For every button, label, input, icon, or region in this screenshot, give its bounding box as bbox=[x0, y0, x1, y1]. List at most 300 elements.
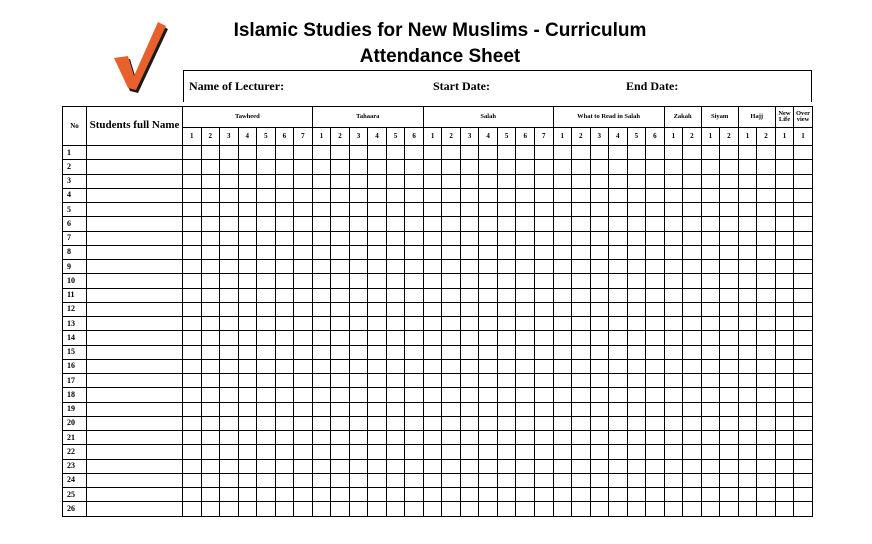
attendance-cell[interactable] bbox=[183, 146, 202, 160]
attendance-cell[interactable] bbox=[701, 203, 720, 217]
attendance-cell[interactable] bbox=[534, 160, 553, 174]
attendance-cell[interactable] bbox=[368, 359, 387, 373]
attendance-cell[interactable] bbox=[201, 160, 220, 174]
attendance-cell[interactable] bbox=[349, 217, 368, 231]
attendance-cell[interactable] bbox=[183, 445, 202, 459]
attendance-cell[interactable] bbox=[386, 217, 405, 231]
student-name-cell[interactable] bbox=[87, 502, 183, 516]
attendance-cell[interactable] bbox=[757, 331, 776, 345]
attendance-cell[interactable] bbox=[220, 359, 239, 373]
attendance-cell[interactable] bbox=[646, 374, 665, 388]
attendance-cell[interactable] bbox=[442, 473, 461, 487]
attendance-cell[interactable] bbox=[627, 188, 646, 202]
attendance-cell[interactable] bbox=[331, 274, 350, 288]
attendance-cell[interactable] bbox=[738, 374, 757, 388]
attendance-cell[interactable] bbox=[183, 359, 202, 373]
attendance-cell[interactable] bbox=[479, 374, 498, 388]
attendance-cell[interactable] bbox=[553, 288, 572, 302]
attendance-cell[interactable] bbox=[534, 345, 553, 359]
attendance-cell[interactable] bbox=[368, 302, 387, 316]
attendance-cell[interactable] bbox=[220, 260, 239, 274]
attendance-cell[interactable] bbox=[201, 374, 220, 388]
attendance-cell[interactable] bbox=[201, 402, 220, 416]
attendance-cell[interactable] bbox=[775, 431, 794, 445]
attendance-cell[interactable] bbox=[497, 331, 516, 345]
attendance-cell[interactable] bbox=[553, 473, 572, 487]
attendance-cell[interactable] bbox=[368, 174, 387, 188]
attendance-cell[interactable] bbox=[609, 345, 628, 359]
attendance-cell[interactable] bbox=[368, 473, 387, 487]
attendance-cell[interactable] bbox=[720, 146, 739, 160]
attendance-cell[interactable] bbox=[701, 217, 720, 231]
attendance-cell[interactable] bbox=[701, 245, 720, 259]
attendance-cell[interactable] bbox=[238, 331, 257, 345]
attendance-cell[interactable] bbox=[423, 274, 442, 288]
attendance-cell[interactable] bbox=[275, 388, 294, 402]
attendance-cell[interactable] bbox=[349, 459, 368, 473]
attendance-cell[interactable] bbox=[497, 274, 516, 288]
attendance-cell[interactable] bbox=[294, 431, 313, 445]
attendance-cell[interactable] bbox=[627, 388, 646, 402]
attendance-cell[interactable] bbox=[479, 345, 498, 359]
attendance-cell[interactable] bbox=[664, 146, 683, 160]
attendance-cell[interactable] bbox=[590, 345, 609, 359]
attendance-cell[interactable] bbox=[775, 331, 794, 345]
attendance-cell[interactable] bbox=[516, 288, 535, 302]
attendance-cell[interactable] bbox=[312, 431, 331, 445]
attendance-cell[interactable] bbox=[775, 245, 794, 259]
attendance-cell[interactable] bbox=[257, 174, 276, 188]
attendance-cell[interactable] bbox=[294, 416, 313, 430]
attendance-cell[interactable] bbox=[627, 174, 646, 188]
attendance-cell[interactable] bbox=[183, 502, 202, 516]
attendance-cell[interactable] bbox=[294, 502, 313, 516]
student-name-cell[interactable] bbox=[87, 374, 183, 388]
attendance-cell[interactable] bbox=[701, 288, 720, 302]
attendance-cell[interactable] bbox=[183, 317, 202, 331]
attendance-cell[interactable] bbox=[442, 374, 461, 388]
attendance-cell[interactable] bbox=[553, 274, 572, 288]
attendance-cell[interactable] bbox=[553, 388, 572, 402]
attendance-cell[interactable] bbox=[349, 231, 368, 245]
attendance-cell[interactable] bbox=[442, 431, 461, 445]
attendance-cell[interactable] bbox=[794, 502, 813, 516]
attendance-cell[interactable] bbox=[238, 160, 257, 174]
attendance-cell[interactable] bbox=[386, 331, 405, 345]
attendance-cell[interactable] bbox=[479, 402, 498, 416]
attendance-cell[interactable] bbox=[590, 402, 609, 416]
attendance-cell[interactable] bbox=[794, 388, 813, 402]
attendance-cell[interactable] bbox=[442, 288, 461, 302]
attendance-cell[interactable] bbox=[183, 274, 202, 288]
attendance-cell[interactable] bbox=[257, 359, 276, 373]
attendance-cell[interactable] bbox=[275, 416, 294, 430]
attendance-cell[interactable] bbox=[646, 146, 665, 160]
attendance-cell[interactable] bbox=[349, 302, 368, 316]
attendance-cell[interactable] bbox=[405, 488, 424, 502]
attendance-cell[interactable] bbox=[442, 345, 461, 359]
attendance-cell[interactable] bbox=[609, 160, 628, 174]
attendance-cell[interactable] bbox=[331, 160, 350, 174]
attendance-cell[interactable] bbox=[349, 260, 368, 274]
attendance-cell[interactable] bbox=[497, 473, 516, 487]
attendance-cell[interactable] bbox=[386, 188, 405, 202]
attendance-cell[interactable] bbox=[220, 473, 239, 487]
attendance-cell[interactable] bbox=[460, 331, 479, 345]
attendance-cell[interactable] bbox=[794, 260, 813, 274]
attendance-cell[interactable] bbox=[516, 160, 535, 174]
attendance-cell[interactable] bbox=[405, 174, 424, 188]
attendance-cell[interactable] bbox=[386, 374, 405, 388]
attendance-cell[interactable] bbox=[368, 203, 387, 217]
attendance-cell[interactable] bbox=[220, 502, 239, 516]
attendance-cell[interactable] bbox=[775, 203, 794, 217]
attendance-cell[interactable] bbox=[572, 459, 591, 473]
attendance-cell[interactable] bbox=[775, 160, 794, 174]
attendance-cell[interactable] bbox=[683, 217, 702, 231]
student-name-cell[interactable] bbox=[87, 231, 183, 245]
attendance-cell[interactable] bbox=[683, 203, 702, 217]
attendance-cell[interactable] bbox=[368, 345, 387, 359]
attendance-cell[interactable] bbox=[312, 359, 331, 373]
attendance-cell[interactable] bbox=[794, 245, 813, 259]
attendance-cell[interactable] bbox=[664, 274, 683, 288]
attendance-cell[interactable] bbox=[442, 459, 461, 473]
attendance-cell[interactable] bbox=[720, 274, 739, 288]
attendance-cell[interactable] bbox=[238, 245, 257, 259]
attendance-cell[interactable] bbox=[683, 359, 702, 373]
attendance-cell[interactable] bbox=[349, 203, 368, 217]
attendance-cell[interactable] bbox=[257, 317, 276, 331]
attendance-cell[interactable] bbox=[257, 146, 276, 160]
attendance-cell[interactable] bbox=[331, 502, 350, 516]
attendance-cell[interactable] bbox=[257, 345, 276, 359]
attendance-cell[interactable] bbox=[479, 488, 498, 502]
attendance-cell[interactable] bbox=[794, 174, 813, 188]
attendance-cell[interactable] bbox=[423, 388, 442, 402]
attendance-cell[interactable] bbox=[572, 174, 591, 188]
attendance-cell[interactable] bbox=[275, 402, 294, 416]
attendance-cell[interactable] bbox=[516, 445, 535, 459]
attendance-cell[interactable] bbox=[312, 502, 331, 516]
attendance-cell[interactable] bbox=[442, 302, 461, 316]
attendance-cell[interactable] bbox=[275, 331, 294, 345]
attendance-cell[interactable] bbox=[794, 445, 813, 459]
attendance-cell[interactable] bbox=[720, 174, 739, 188]
student-name-cell[interactable] bbox=[87, 302, 183, 316]
attendance-cell[interactable] bbox=[497, 217, 516, 231]
attendance-cell[interactable] bbox=[479, 217, 498, 231]
attendance-cell[interactable] bbox=[646, 388, 665, 402]
attendance-cell[interactable] bbox=[553, 188, 572, 202]
attendance-cell[interactable] bbox=[312, 160, 331, 174]
attendance-cell[interactable] bbox=[183, 459, 202, 473]
attendance-cell[interactable] bbox=[590, 359, 609, 373]
attendance-cell[interactable] bbox=[201, 146, 220, 160]
attendance-cell[interactable] bbox=[534, 203, 553, 217]
attendance-cell[interactable] bbox=[497, 416, 516, 430]
attendance-cell[interactable] bbox=[201, 302, 220, 316]
attendance-cell[interactable] bbox=[275, 345, 294, 359]
student-name-cell[interactable] bbox=[87, 459, 183, 473]
attendance-cell[interactable] bbox=[238, 231, 257, 245]
attendance-cell[interactable] bbox=[479, 331, 498, 345]
attendance-cell[interactable] bbox=[386, 416, 405, 430]
attendance-cell[interactable] bbox=[423, 160, 442, 174]
attendance-cell[interactable] bbox=[294, 188, 313, 202]
attendance-cell[interactable] bbox=[720, 359, 739, 373]
attendance-cell[interactable] bbox=[738, 160, 757, 174]
attendance-cell[interactable] bbox=[497, 203, 516, 217]
attendance-cell[interactable] bbox=[423, 331, 442, 345]
student-name-cell[interactable] bbox=[87, 160, 183, 174]
attendance-cell[interactable] bbox=[738, 345, 757, 359]
attendance-cell[interactable] bbox=[701, 359, 720, 373]
attendance-cell[interactable] bbox=[349, 488, 368, 502]
student-name-cell[interactable] bbox=[87, 203, 183, 217]
attendance-cell[interactable] bbox=[572, 473, 591, 487]
attendance-cell[interactable] bbox=[331, 488, 350, 502]
attendance-cell[interactable] bbox=[757, 217, 776, 231]
attendance-cell[interactable] bbox=[201, 473, 220, 487]
attendance-cell[interactable] bbox=[368, 459, 387, 473]
attendance-cell[interactable] bbox=[720, 231, 739, 245]
attendance-cell[interactable] bbox=[794, 402, 813, 416]
attendance-cell[interactable] bbox=[368, 445, 387, 459]
attendance-cell[interactable] bbox=[683, 331, 702, 345]
attendance-cell[interactable] bbox=[534, 231, 553, 245]
attendance-cell[interactable] bbox=[423, 488, 442, 502]
attendance-cell[interactable] bbox=[572, 488, 591, 502]
attendance-cell[interactable] bbox=[534, 459, 553, 473]
attendance-cell[interactable] bbox=[627, 217, 646, 231]
attendance-cell[interactable] bbox=[238, 188, 257, 202]
attendance-cell[interactable] bbox=[590, 188, 609, 202]
attendance-cell[interactable] bbox=[775, 388, 794, 402]
attendance-cell[interactable] bbox=[572, 402, 591, 416]
attendance-cell[interactable] bbox=[423, 416, 442, 430]
attendance-cell[interactable] bbox=[201, 331, 220, 345]
attendance-cell[interactable] bbox=[794, 488, 813, 502]
student-name-cell[interactable] bbox=[87, 488, 183, 502]
attendance-cell[interactable] bbox=[701, 146, 720, 160]
attendance-cell[interactable] bbox=[201, 274, 220, 288]
attendance-cell[interactable] bbox=[534, 331, 553, 345]
attendance-cell[interactable] bbox=[423, 260, 442, 274]
attendance-cell[interactable] bbox=[572, 502, 591, 516]
attendance-cell[interactable] bbox=[664, 203, 683, 217]
attendance-cell[interactable] bbox=[183, 174, 202, 188]
attendance-cell[interactable] bbox=[312, 217, 331, 231]
attendance-cell[interactable] bbox=[497, 317, 516, 331]
attendance-cell[interactable] bbox=[701, 188, 720, 202]
attendance-cell[interactable] bbox=[183, 388, 202, 402]
attendance-cell[interactable] bbox=[553, 374, 572, 388]
student-name-cell[interactable] bbox=[87, 359, 183, 373]
attendance-cell[interactable] bbox=[775, 302, 794, 316]
attendance-cell[interactable] bbox=[738, 402, 757, 416]
attendance-cell[interactable] bbox=[312, 146, 331, 160]
attendance-cell[interactable] bbox=[664, 231, 683, 245]
attendance-cell[interactable] bbox=[386, 388, 405, 402]
attendance-cell[interactable] bbox=[627, 302, 646, 316]
attendance-cell[interactable] bbox=[664, 459, 683, 473]
attendance-cell[interactable] bbox=[312, 203, 331, 217]
attendance-cell[interactable] bbox=[701, 331, 720, 345]
attendance-cell[interactable] bbox=[646, 302, 665, 316]
attendance-cell[interactable] bbox=[609, 502, 628, 516]
attendance-cell[interactable] bbox=[368, 260, 387, 274]
attendance-cell[interactable] bbox=[794, 217, 813, 231]
attendance-cell[interactable] bbox=[738, 302, 757, 316]
attendance-cell[interactable] bbox=[183, 231, 202, 245]
attendance-cell[interactable] bbox=[238, 445, 257, 459]
attendance-cell[interactable] bbox=[609, 459, 628, 473]
attendance-cell[interactable] bbox=[720, 502, 739, 516]
attendance-cell[interactable] bbox=[627, 288, 646, 302]
attendance-cell[interactable] bbox=[201, 445, 220, 459]
attendance-cell[interactable] bbox=[572, 203, 591, 217]
attendance-cell[interactable] bbox=[479, 231, 498, 245]
attendance-cell[interactable] bbox=[683, 374, 702, 388]
attendance-cell[interactable] bbox=[646, 188, 665, 202]
attendance-cell[interactable] bbox=[405, 245, 424, 259]
attendance-cell[interactable] bbox=[460, 488, 479, 502]
attendance-cell[interactable] bbox=[275, 160, 294, 174]
attendance-cell[interactable] bbox=[257, 331, 276, 345]
attendance-cell[interactable] bbox=[701, 502, 720, 516]
attendance-cell[interactable] bbox=[609, 416, 628, 430]
attendance-cell[interactable] bbox=[423, 174, 442, 188]
attendance-cell[interactable] bbox=[497, 502, 516, 516]
attendance-cell[interactable] bbox=[294, 473, 313, 487]
attendance-cell[interactable] bbox=[701, 317, 720, 331]
attendance-cell[interactable] bbox=[238, 302, 257, 316]
attendance-cell[interactable] bbox=[331, 231, 350, 245]
attendance-cell[interactable] bbox=[590, 317, 609, 331]
attendance-cell[interactable] bbox=[220, 245, 239, 259]
attendance-cell[interactable] bbox=[497, 402, 516, 416]
attendance-cell[interactable] bbox=[720, 374, 739, 388]
attendance-cell[interactable] bbox=[609, 274, 628, 288]
attendance-cell[interactable] bbox=[572, 388, 591, 402]
attendance-cell[interactable] bbox=[294, 231, 313, 245]
attendance-cell[interactable] bbox=[664, 402, 683, 416]
attendance-cell[interactable] bbox=[312, 388, 331, 402]
attendance-cell[interactable] bbox=[775, 345, 794, 359]
attendance-cell[interactable] bbox=[275, 488, 294, 502]
attendance-cell[interactable] bbox=[757, 245, 776, 259]
attendance-cell[interactable] bbox=[423, 146, 442, 160]
attendance-cell[interactable] bbox=[701, 274, 720, 288]
attendance-cell[interactable] bbox=[479, 146, 498, 160]
attendance-cell[interactable] bbox=[590, 416, 609, 430]
attendance-cell[interactable] bbox=[609, 174, 628, 188]
attendance-cell[interactable] bbox=[534, 302, 553, 316]
attendance-cell[interactable] bbox=[775, 188, 794, 202]
attendance-cell[interactable] bbox=[609, 445, 628, 459]
attendance-cell[interactable] bbox=[294, 160, 313, 174]
attendance-cell[interactable] bbox=[664, 302, 683, 316]
attendance-cell[interactable] bbox=[368, 146, 387, 160]
attendance-cell[interactable] bbox=[349, 160, 368, 174]
attendance-cell[interactable] bbox=[701, 345, 720, 359]
attendance-cell[interactable] bbox=[553, 302, 572, 316]
attendance-cell[interactable] bbox=[220, 274, 239, 288]
attendance-cell[interactable] bbox=[238, 388, 257, 402]
attendance-cell[interactable] bbox=[775, 260, 794, 274]
attendance-cell[interactable] bbox=[349, 188, 368, 202]
attendance-cell[interactable] bbox=[238, 317, 257, 331]
attendance-cell[interactable] bbox=[775, 217, 794, 231]
attendance-cell[interactable] bbox=[720, 416, 739, 430]
attendance-cell[interactable] bbox=[405, 160, 424, 174]
attendance-cell[interactable] bbox=[331, 359, 350, 373]
attendance-cell[interactable] bbox=[775, 288, 794, 302]
attendance-cell[interactable] bbox=[479, 416, 498, 430]
attendance-cell[interactable] bbox=[294, 445, 313, 459]
attendance-cell[interactable] bbox=[331, 188, 350, 202]
attendance-cell[interactable] bbox=[405, 359, 424, 373]
attendance-cell[interactable] bbox=[386, 431, 405, 445]
attendance-cell[interactable] bbox=[664, 245, 683, 259]
attendance-cell[interactable] bbox=[183, 431, 202, 445]
attendance-cell[interactable] bbox=[238, 488, 257, 502]
attendance-cell[interactable] bbox=[331, 416, 350, 430]
attendance-cell[interactable] bbox=[590, 431, 609, 445]
attendance-cell[interactable] bbox=[516, 331, 535, 345]
attendance-cell[interactable] bbox=[738, 502, 757, 516]
attendance-cell[interactable] bbox=[220, 146, 239, 160]
attendance-cell[interactable] bbox=[257, 374, 276, 388]
attendance-cell[interactable] bbox=[405, 274, 424, 288]
student-name-cell[interactable] bbox=[87, 174, 183, 188]
attendance-cell[interactable] bbox=[664, 345, 683, 359]
attendance-cell[interactable] bbox=[590, 260, 609, 274]
attendance-cell[interactable] bbox=[516, 260, 535, 274]
attendance-cell[interactable] bbox=[238, 288, 257, 302]
attendance-cell[interactable] bbox=[664, 160, 683, 174]
attendance-cell[interactable] bbox=[479, 260, 498, 274]
attendance-cell[interactable] bbox=[572, 260, 591, 274]
attendance-cell[interactable] bbox=[238, 473, 257, 487]
attendance-cell[interactable] bbox=[275, 317, 294, 331]
attendance-cell[interactable] bbox=[794, 160, 813, 174]
attendance-cell[interactable] bbox=[312, 174, 331, 188]
attendance-cell[interactable] bbox=[775, 402, 794, 416]
attendance-cell[interactable] bbox=[275, 431, 294, 445]
student-name-cell[interactable] bbox=[87, 416, 183, 430]
attendance-cell[interactable] bbox=[349, 174, 368, 188]
attendance-cell[interactable] bbox=[720, 160, 739, 174]
attendance-cell[interactable] bbox=[331, 203, 350, 217]
attendance-cell[interactable] bbox=[294, 488, 313, 502]
attendance-cell[interactable] bbox=[701, 416, 720, 430]
attendance-cell[interactable] bbox=[294, 302, 313, 316]
attendance-cell[interactable] bbox=[201, 459, 220, 473]
attendance-cell[interactable] bbox=[590, 245, 609, 259]
attendance-cell[interactable] bbox=[275, 473, 294, 487]
attendance-cell[interactable] bbox=[609, 288, 628, 302]
student-name-cell[interactable] bbox=[87, 345, 183, 359]
attendance-cell[interactable] bbox=[386, 317, 405, 331]
attendance-cell[interactable] bbox=[331, 388, 350, 402]
attendance-cell[interactable] bbox=[442, 331, 461, 345]
attendance-cell[interactable] bbox=[349, 345, 368, 359]
attendance-cell[interactable] bbox=[423, 502, 442, 516]
attendance-cell[interactable] bbox=[720, 431, 739, 445]
attendance-cell[interactable] bbox=[701, 174, 720, 188]
